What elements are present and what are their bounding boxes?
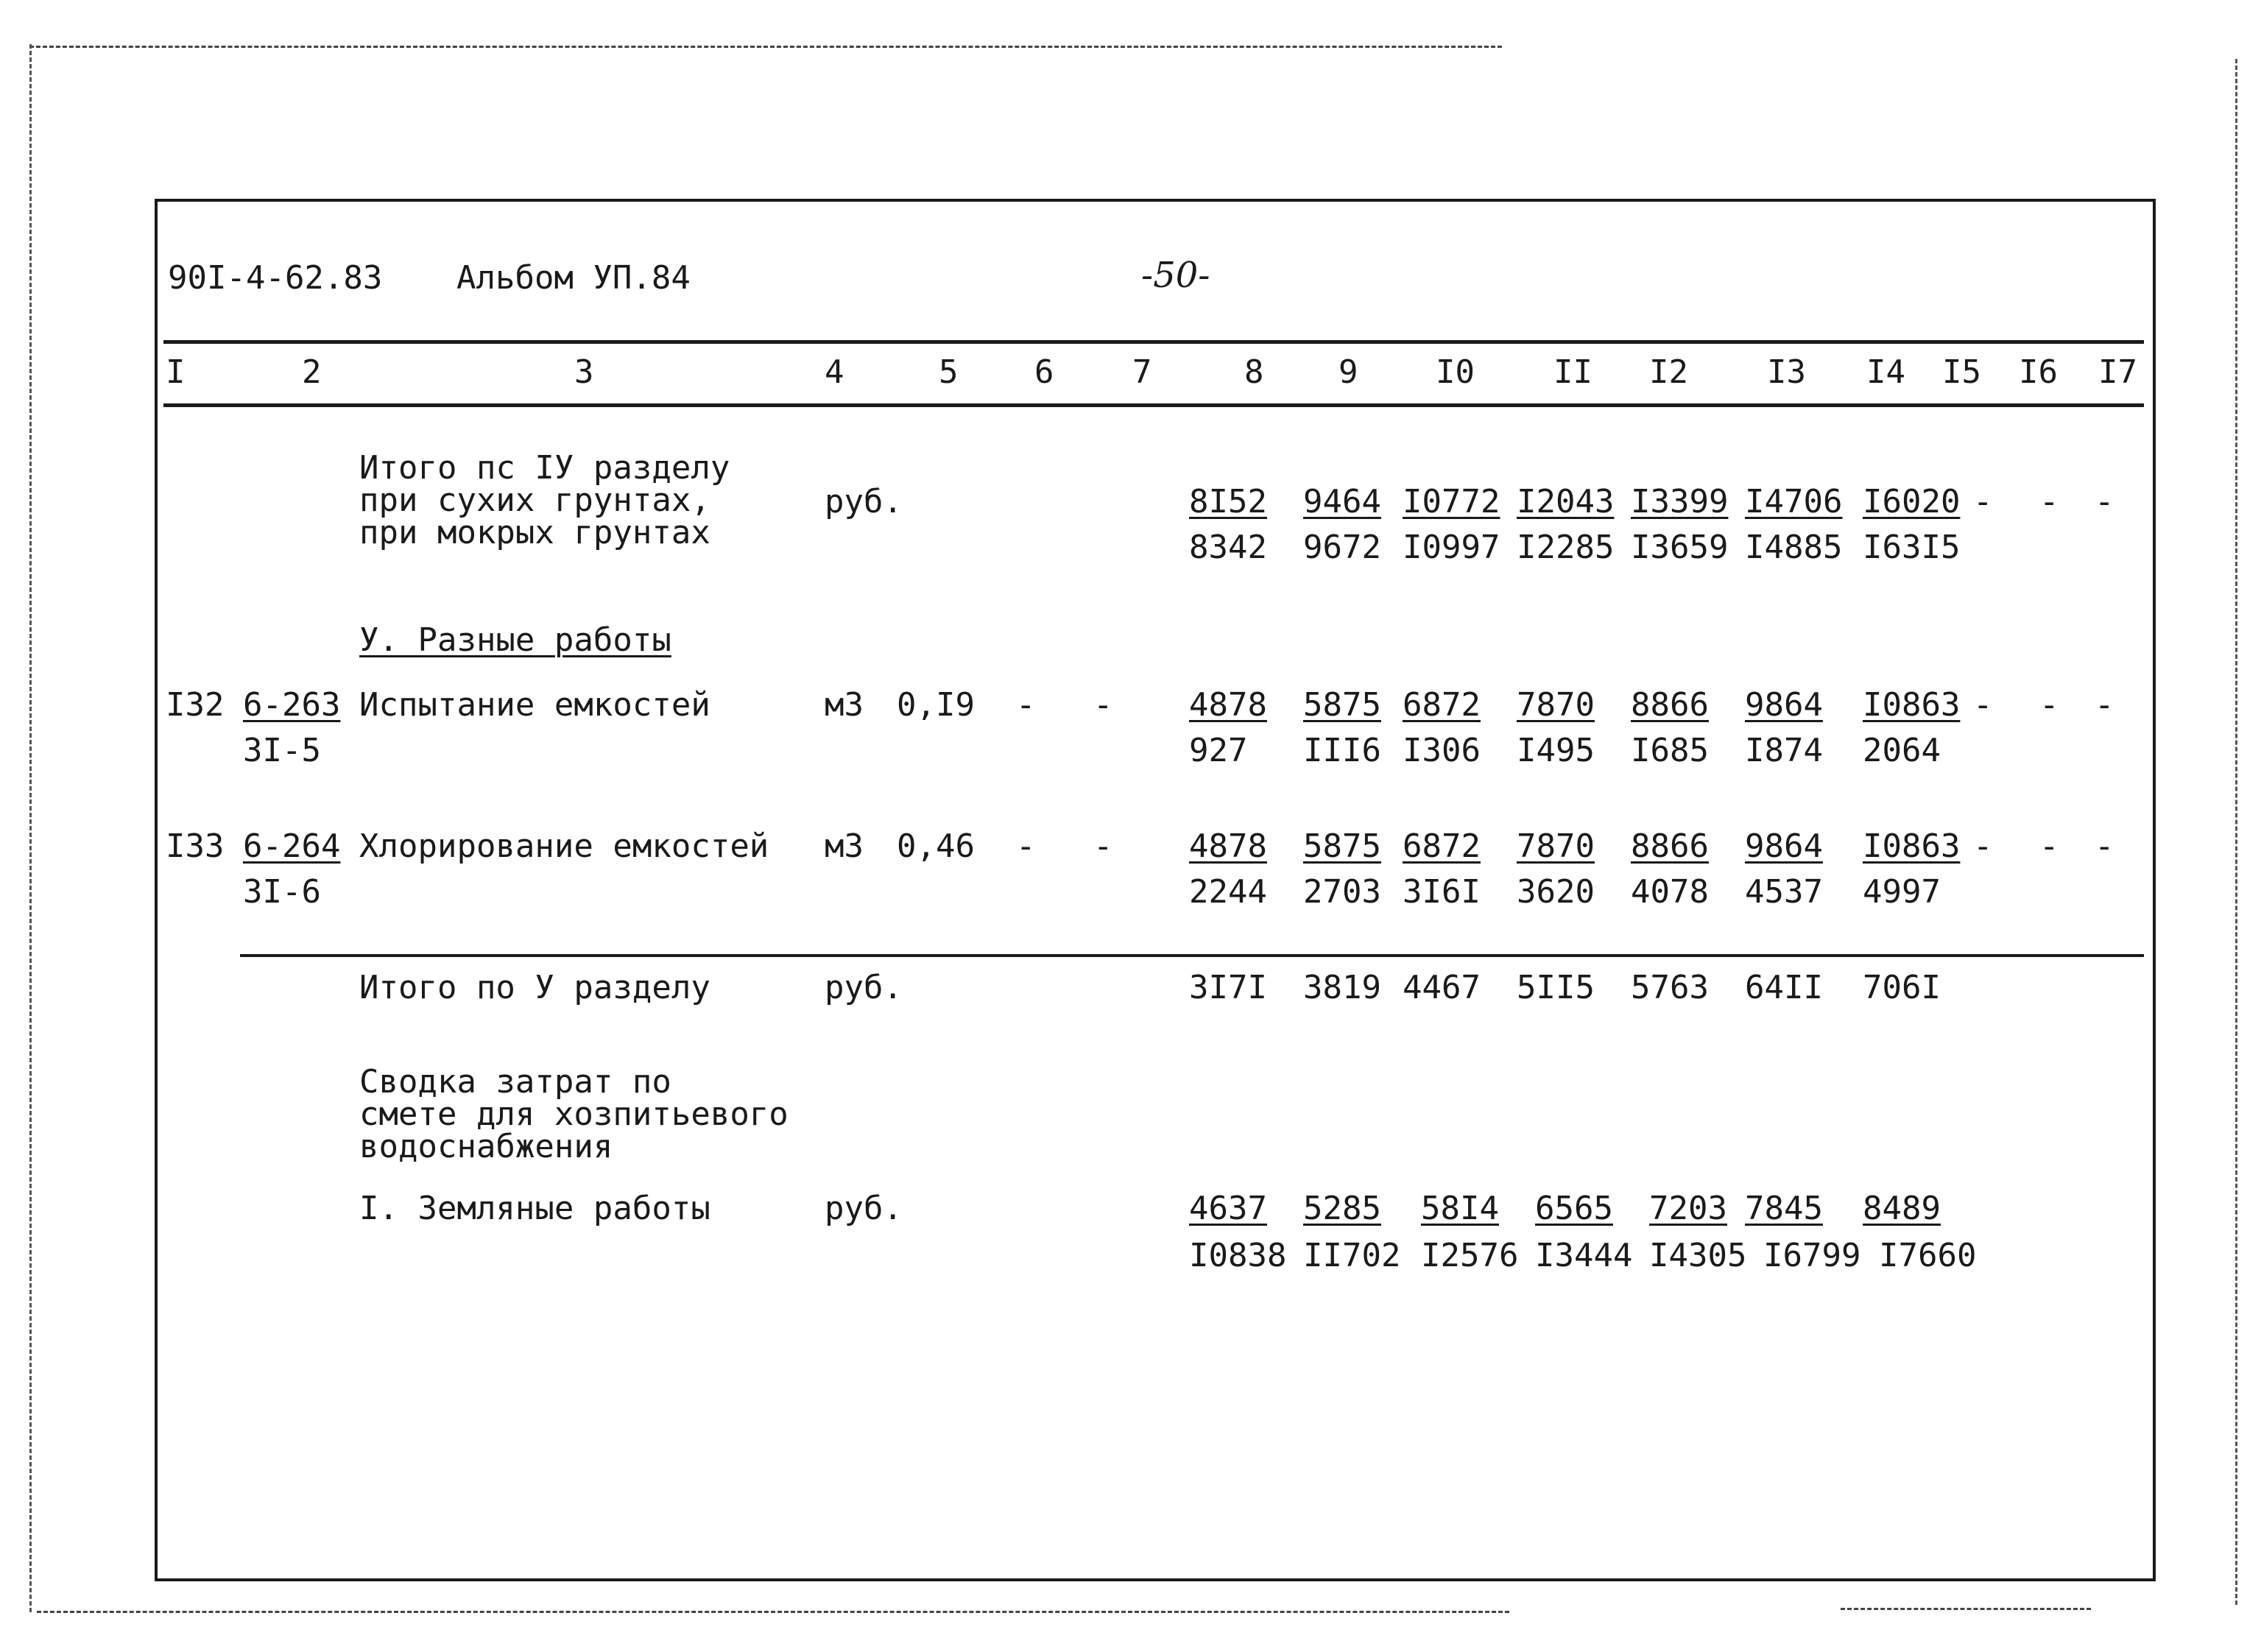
row-133-c6: - [1016, 827, 1036, 865]
row-133-top-c14: I0863 [1863, 827, 1961, 865]
column-number-4: 4 [825, 353, 844, 391]
row-133-top-c11: 7870 [1517, 827, 1595, 865]
doc-code: 90I-4-62.83 [168, 259, 383, 297]
row-132-unit: м3 [825, 686, 864, 724]
row-133-bottom-c12: 4078 [1631, 873, 1709, 911]
total-section4-c17: - [2095, 483, 2114, 520]
header-rule-top [163, 340, 2144, 344]
row-132-bottom-c11: I495 [1517, 732, 1595, 769]
row-133-c16: - [2039, 827, 2059, 865]
row-132-c16: - [2039, 686, 2059, 724]
total-section4-dry-c8: 8I52 [1189, 483, 1267, 520]
total-section4-dry-c9: 9464 [1303, 483, 1381, 520]
earthworks-bottom-c12: I4305 [1649, 1237, 1747, 1274]
row-132-code: 6-263 [243, 686, 341, 724]
row-133-name: Хлорирование емкостей [359, 827, 769, 865]
column-number-6: 6 [1034, 353, 1054, 391]
row-132-number: I32 [166, 686, 225, 724]
total-section5-c14: 706I [1863, 969, 1941, 1006]
row-133-top-c9: 5875 [1303, 827, 1381, 865]
total-section5-c10: 4467 [1403, 969, 1481, 1006]
earthworks-bottom-c13: I6799 [1763, 1237, 1861, 1274]
total-section4-unit: руб. [825, 483, 903, 520]
row-133-unit: м3 [825, 827, 864, 865]
row-133-code: 6-264 [243, 827, 341, 865]
row-133-top-c8: 4878 [1189, 827, 1267, 865]
total-section4-label: Итого пс IУ разделу при сухих грунтах, при мокрых грунтах [359, 449, 730, 551]
total-section4-wet-c12: I3659 [1631, 529, 1729, 566]
scan-edge-left [29, 44, 32, 1612]
row-132-c17: - [2095, 686, 2114, 724]
earthworks-label: I. Земляные работы [359, 1190, 710, 1227]
column-number-17: I7 [2098, 353, 2137, 391]
total-section4-dry-c10: I0772 [1403, 483, 1500, 520]
column-number-11: II [1553, 353, 1592, 391]
section-divider [240, 954, 2144, 957]
column-number-3: 3 [574, 353, 594, 391]
page-number: -50- [1141, 255, 1210, 296]
total-section4-dry-c13: I4706 [1745, 483, 1843, 520]
column-number-7: 7 [1132, 353, 1152, 391]
total-section4-wet-c8: 8342 [1189, 529, 1267, 566]
row-132-top-c8: 4878 [1189, 686, 1267, 724]
row-132-code2: 3I-5 [243, 732, 321, 769]
row-133-bottom-c10: 3I6I [1403, 873, 1481, 911]
row-132-top-c12: 8866 [1631, 686, 1709, 724]
row-133-code2: 3I-6 [243, 873, 321, 911]
row-133-number: I33 [166, 827, 225, 865]
row-132-name: Испытание емкостей [359, 686, 710, 724]
column-number-5: 5 [939, 353, 959, 391]
column-number-13: I3 [1767, 353, 1806, 391]
row-133-bottom-c8: 2244 [1189, 873, 1267, 911]
row-132-top-c13: 9864 [1745, 686, 1823, 724]
row-132-top-c11: 7870 [1517, 686, 1595, 724]
total-section5-c13: 64II [1745, 969, 1823, 1006]
row-132-bottom-c12: I685 [1631, 732, 1709, 769]
row-132-bottom-c13: I874 [1745, 732, 1823, 769]
total-section5-c11: 5II5 [1517, 969, 1595, 1006]
earthworks-top-c13: 7845 [1745, 1190, 1823, 1227]
earthworks-top-c9: 5285 [1303, 1190, 1381, 1227]
row-133-bottom-c14: 4997 [1863, 873, 1941, 911]
row-133-bottom-c11: 3620 [1517, 873, 1595, 911]
earthworks-top-c10: 58I4 [1421, 1190, 1499, 1227]
summary-title: Сводка затрат по смете для хозпитьевого водоснабжения [359, 1063, 789, 1165]
row-132-c15: - [1973, 686, 1993, 724]
column-number-2: 2 [302, 353, 322, 391]
row-133-top-c13: 9864 [1745, 827, 1823, 865]
row-132-bottom-c9: III6 [1303, 732, 1381, 769]
section5-title: У. Разные работы [359, 621, 671, 659]
column-number-9: 9 [1338, 353, 1358, 391]
total-section5-c9: 3819 [1303, 969, 1381, 1006]
total-section4-dry-c14: I6020 [1863, 483, 1961, 520]
row-133-bottom-c13: 4537 [1745, 873, 1823, 911]
row-133-bottom-c9: 2703 [1303, 873, 1381, 911]
total-section5-label: Итого по У разделу [359, 969, 710, 1006]
row-132-qty: 0,I9 [897, 686, 975, 724]
earthworks-bottom-c10: I2576 [1421, 1237, 1519, 1274]
earthworks-unit: руб. [825, 1190, 903, 1227]
earthworks-top-c12: 7203 [1649, 1190, 1727, 1227]
earthworks-top-c14: 8489 [1863, 1190, 1941, 1227]
total-section4-wet-c10: I0997 [1403, 529, 1500, 566]
total-section4-wet-c13: I4885 [1745, 529, 1843, 566]
total-section4-wet-c11: I2285 [1517, 529, 1615, 566]
header-rule-bottom [163, 403, 2144, 407]
row-132-top-c10: 6872 [1403, 686, 1481, 724]
total-section4-wet-c14: I63I5 [1863, 529, 1961, 566]
column-number-12: I2 [1649, 353, 1688, 391]
row-132-bottom-c10: I306 [1403, 732, 1481, 769]
scan-edge-top [29, 46, 1502, 48]
row-132-bottom-c8: 927 [1189, 732, 1248, 769]
row-133-top-c12: 8866 [1631, 827, 1709, 865]
scan-edge-bottom [37, 1611, 1509, 1613]
row-133-c17: - [2095, 827, 2114, 865]
earthworks-top-c8: 4637 [1189, 1190, 1267, 1227]
total-section5-c12: 5763 [1631, 969, 1709, 1006]
row-133-c7: - [1093, 827, 1113, 865]
row-133-qty: 0,46 [897, 827, 975, 865]
earthworks-bottom-c9: II702 [1303, 1237, 1401, 1274]
scan-edge-bottom-right [1841, 1608, 2091, 1610]
earthworks-top-c11: 6565 [1535, 1190, 1613, 1227]
total-section5-unit: руб. [825, 969, 903, 1006]
row-132-top-c9: 5875 [1303, 686, 1381, 724]
row-132-c6: - [1016, 686, 1036, 724]
total-section4-c16: - [2039, 483, 2059, 520]
album-label: Альбом УП.84 [456, 259, 691, 297]
column-number-16: I6 [2019, 353, 2058, 391]
total-section4-c15: - [1973, 483, 1993, 520]
column-number-8: 8 [1244, 353, 1264, 391]
column-number-1: I [166, 353, 186, 391]
column-number-10: I0 [1436, 353, 1475, 391]
total-section4-dry-c11: I2043 [1517, 483, 1615, 520]
row-132-c7: - [1093, 686, 1113, 724]
total-section5-c8: 3I7I [1189, 969, 1267, 1006]
total-section4-dry-c12: I3399 [1631, 483, 1729, 520]
earthworks-bottom-c11: I3444 [1535, 1237, 1633, 1274]
earthworks-bottom-c8: I0838 [1189, 1237, 1287, 1274]
row-132-bottom-c14: 2064 [1863, 732, 1941, 769]
scan-edge-right [2235, 59, 2237, 1605]
earthworks-bottom-c14: I7660 [1879, 1237, 1977, 1274]
column-number-15: I5 [1942, 353, 1981, 391]
row-132-top-c14: I0863 [1863, 686, 1961, 724]
row-133-c15: - [1973, 827, 1993, 865]
column-number-14: I4 [1866, 353, 1905, 391]
total-section4-wet-c9: 9672 [1303, 529, 1381, 566]
row-133-top-c10: 6872 [1403, 827, 1481, 865]
